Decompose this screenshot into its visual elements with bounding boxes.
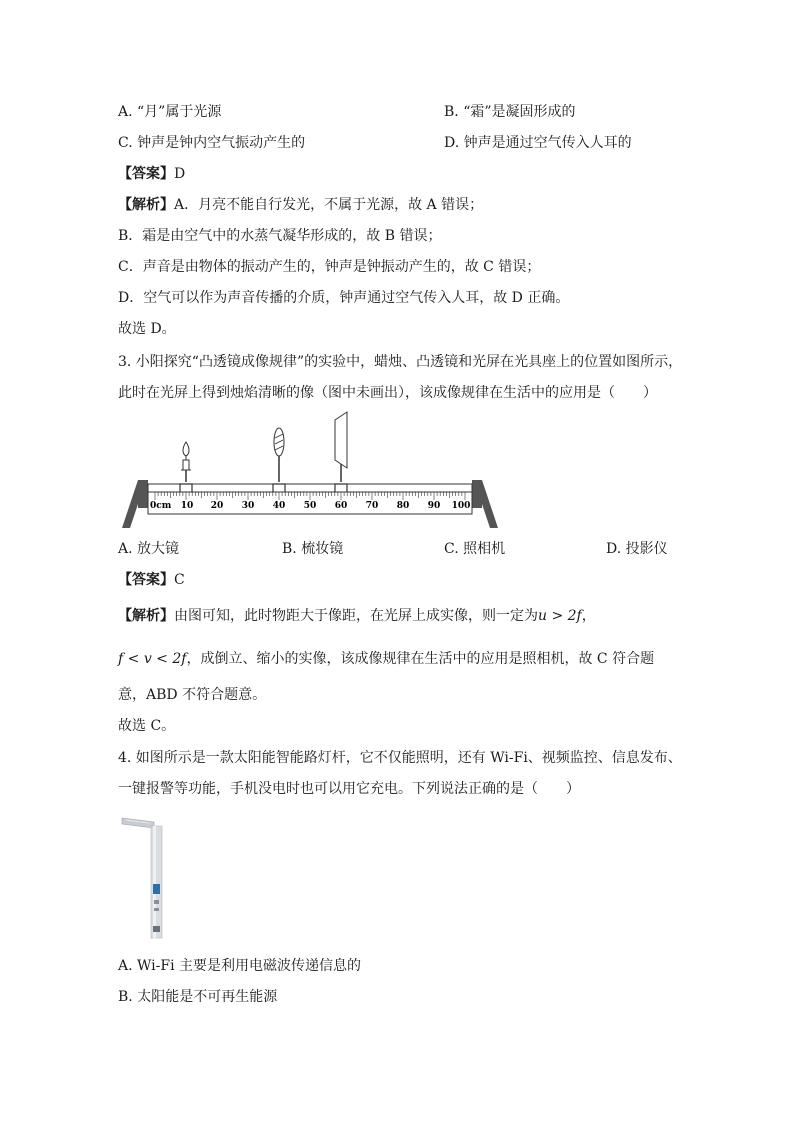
q3-stem-1: 3. 小阳探究“凸透镜成像规律”的实验中，蜡烛、凸透镜和光屏在光具座上的位置如图所示， <box>118 354 683 370</box>
left-end-block <box>138 480 148 508</box>
analysis-tag: 【解析】 <box>118 608 174 624</box>
q3-stem-2: 此时在光屏上得到烛焰清晰的像（图中未画出），该成像规律在生活中的应用是（ ） <box>118 385 657 401</box>
candle <box>180 442 192 492</box>
q3-analysis-1-end: ， <box>581 608 596 624</box>
q3-choose: 故选 C。 <box>118 718 176 734</box>
q3-option-b: B. 梳妆镜 <box>282 541 344 557</box>
q2-option-b: B. “霜”是凝固形成的 <box>444 104 576 120</box>
q4-stem-1: 4. 如图所示是一款太阳能智能路灯杆，它不仅能照明，还有 Wi-Fi、视频监控、信息发布、 <box>118 750 682 766</box>
right-end-block <box>472 480 482 508</box>
q3-analysis-line-2 <box>118 649 654 669</box>
screen-body <box>335 412 347 468</box>
tick-label-80: 80 <box>396 501 410 511</box>
q2-choose: 故选 D。 <box>118 321 176 337</box>
q2-analysis-line-1 <box>118 195 483 215</box>
q3-analysis-line-1 <box>118 606 596 626</box>
tick-label-50: 50 <box>303 501 317 511</box>
tick-label-40: 40 <box>272 501 286 511</box>
convex-lens <box>273 428 285 492</box>
q3-analysis-3: 意，ABD 不符合题意。 <box>118 687 267 703</box>
q2-option-a: A. “月”属于光源 <box>118 104 222 120</box>
q3-analysis-2: ，成倒立、缩小的实像，该成像规律在生活中的应用是照相机，故 C 符合题 <box>186 651 655 667</box>
q2-analysis-c: C．声音是由物体的振动产生的，钟声是钟振动产生的，故 C 错误； <box>118 259 541 275</box>
q3-option-a: A. 放大镜 <box>118 541 180 557</box>
q3-answer: C <box>174 572 185 588</box>
solar-street-lamp-image <box>118 812 168 942</box>
light-screen <box>335 412 347 492</box>
tick-label-30: 30 <box>241 501 255 511</box>
tick-label-90: 90 <box>427 501 441 511</box>
q2-analysis-a: A．月亮不能自行发光，不属于光源，故 A 错误； <box>174 197 484 213</box>
q2-analysis-d: D．空气可以作为声音传播的介质，钟声通过空气传入人耳，故 D 正确。 <box>118 290 570 306</box>
answer-tag: 【答案】 <box>118 166 174 182</box>
lamp-pole <box>151 826 162 938</box>
q2-answer-line <box>118 164 185 184</box>
q4-stem-2: 一键报警等功能，手机没电时也可以用它充电。下列说法正确的是（ ） <box>118 781 580 797</box>
q3-analysis-1: 由图可知，此时物距大于像距，在光屏上成实像，则一定为 <box>174 608 538 624</box>
q2-answer: D <box>174 166 186 182</box>
q2-option-c: C. 钟声是钟内空气振动产生的 <box>118 135 306 151</box>
q3-option-c: C. 照相机 <box>444 541 506 557</box>
q2-analysis-b: B．霜是由空气中的水蒸气凝华形成的，故 B 错误； <box>118 228 442 244</box>
tick-label-60: 60 <box>334 501 348 511</box>
bench-rail <box>148 484 472 492</box>
q4-option-b: B. 太阳能是不可再生能源 <box>118 989 278 1005</box>
candle-flame <box>183 442 189 456</box>
answer-tag: 【答案】 <box>118 572 174 588</box>
math-expression: f < v < 2f <box>118 651 187 667</box>
q2-option-d: D. 钟声是通过空气传入人耳的 <box>444 135 632 151</box>
math-expression: u > 2f <box>538 608 582 624</box>
tick-label-20: 20 <box>210 501 224 511</box>
optical-bench-figure <box>118 408 498 532</box>
tick-label-70: 70 <box>365 501 379 511</box>
lamp-info-screen <box>153 884 160 894</box>
q4-option-a: A. Wi-Fi 主要是利用电磁波传递信息的 <box>118 958 362 974</box>
analysis-tag: 【解析】 <box>118 197 174 213</box>
tick-label-10: 10 <box>180 501 194 511</box>
candle-body <box>183 460 189 470</box>
q3-answer-line <box>118 570 185 590</box>
ruler-unit-label: 0cm <box>150 501 172 511</box>
tick-label-100: 100 <box>451 501 471 511</box>
q3-option-d: D. 投影仪 <box>606 541 668 557</box>
